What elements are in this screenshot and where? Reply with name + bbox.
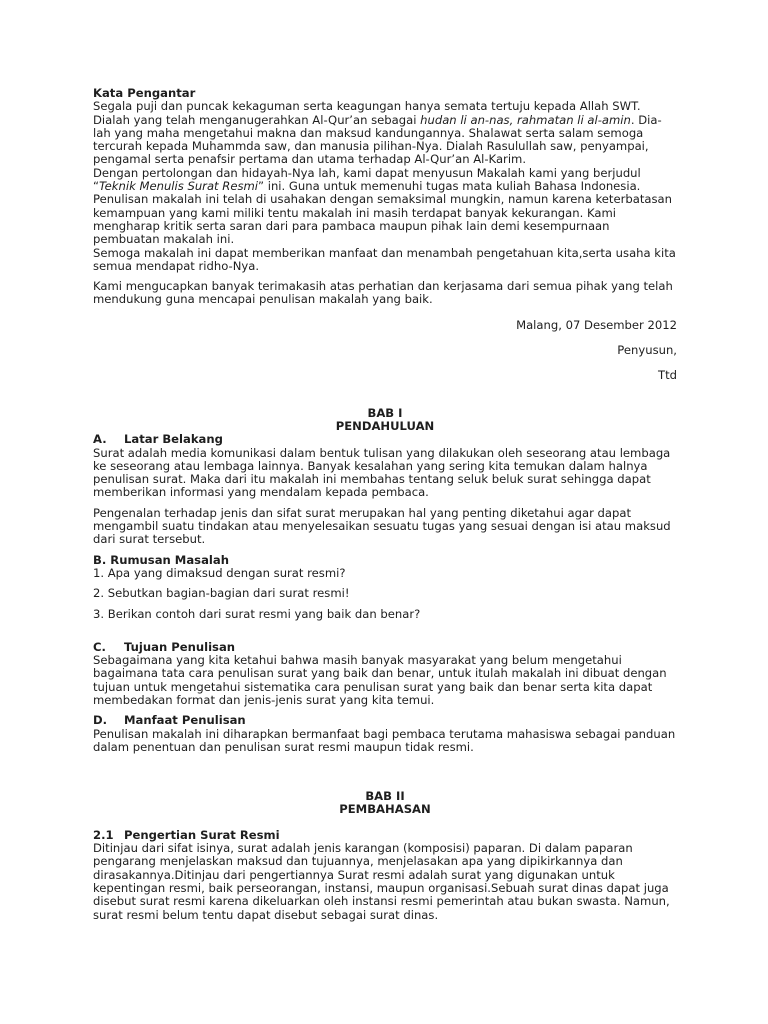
section-a-heading [93, 433, 677, 446]
section-2-1-title: Pengertian Surat Resmi [124, 827, 280, 842]
kata-pengantar-paragraph-1 [93, 100, 677, 166]
signature-ttd: Ttd [658, 368, 677, 383]
section-b-heading: B. Rumusan Masalah [93, 552, 229, 567]
kata-pengantar-paragraph-2 [93, 167, 677, 194]
section-d-heading [93, 714, 677, 727]
kata-pengantar-paragraph-4: Semoga makalah ini dapat memberikan manfaat dan menambah pengetahuan kita,serta usaha kita semua mendapat ridho-Nya. [93, 245, 676, 273]
section-c-label: C. [93, 639, 106, 654]
bab2-subtitle: PEMBAHASAN [339, 802, 431, 817]
section-a-label: A. [93, 432, 107, 447]
text-span: . Dia-lah yang maha mengetahui makna dan maksud kandungannya. Shalawat serta salam semoga tercurah kepada Muhammda saw, dan manusia pilihan-Nya. Dialah Rasulullah saw, penyampai, pengamal serta penafsir pertama dan utama terhadap Al-Qur’an Al-Karim. [93, 112, 662, 167]
section-d-paragraph: Penulisan makalah ini diharapkan bermanfaat bagi pembaca terutama mahasiswa sebagai panduan dalam penentuan dan penulisan surat resmi maupun tidak resmi. [93, 726, 676, 754]
section-c-heading [93, 641, 677, 654]
italic-phrase: hudan li an-nas, rahmatan li al-amin [420, 112, 631, 127]
section-c-title: Tujuan Penulisan [124, 639, 236, 654]
text-span: ” ini. Guna untuk memenuhi tugas mata kuliah Bahasa Indonesia. [258, 179, 641, 194]
kata-pengantar-paragraph-5: Kami mengucapkan banyak terimakasih atas perhatian dan kerjasama dari semua pihak yang telah mendukung guna mencapai penulisan makalah yang baik. [93, 279, 673, 307]
section-d-title: Manfaat Penulisan [124, 713, 246, 728]
list-item: 2. Sebutkan bagian-bagian dari surat resmi! [93, 586, 350, 601]
italic-title: Teknik Menulis Surat Resmi [99, 179, 259, 194]
rumusan-masalah-list [93, 567, 677, 621]
place-date: Malang, 07 Desember 2012 [516, 317, 677, 332]
section-a-paragraph-2: Pengenalan terhadap jenis dan sifat surat merupakan hal yang penting diketahui agar dapat mengambil suatu tindakan atau menyelesaikan sesuatu tugas yang sesuai dengan isi atau maksud dari surat tersebut. [93, 505, 671, 547]
section-2-1-label: 2.1 [93, 827, 114, 842]
kata-pengantar-title: Kata Pengantar [93, 86, 196, 100]
section-c-paragraph: Sebagaimana yang kita ketahui bahwa masih banyak masyarakat yang belum mengetahui bagaimana tata cara penulisan surat yang baik dan benar, untuk itulah makalah ini dibuat dengan tujuan untuk mengetahui sistematika cara penulisan surat yang baik dan benar serta kita dapat membedakan format dan jenis-jenis surat yang kita temui. [93, 653, 667, 707]
list-item: 3. Berikan contoh dari surat resmi yang baik dan benar? [93, 606, 421, 621]
list-item: 1. Apa yang dimaksud dengan surat resmi? [93, 565, 346, 580]
kata-pengantar-paragraph-3: Penulisan makalah ini telah di usahakan dengan semaksimal mungkin, namun karena keterbatasan kemampuan yang kami miliki tentu makalah ini masih terdapat banyak kekurangan. Kami mengharap kritik serta saran dari para pambaca maupun pihak lain demi kesempurnaan pembuatan makalah ini. [93, 192, 672, 247]
section-d-label: D. [93, 713, 108, 728]
bab1-title: BAB I [367, 405, 403, 420]
text-span: Segala puji dan puncak kekaguman serta keagungan hanya semata tertuju kepada Allah SWT. Dialah yang telah menganugerahkan Al-Qur’an sebagai [93, 99, 641, 127]
section-a-title: Latar Belakang [124, 432, 223, 447]
signer: Penyusun, [617, 343, 677, 358]
section-2-1-paragraph: Ditinjau dari sifat isinya, surat adalah jenis karangan (komposisi) paparan. Di dalam paparan pengarang menjelaskan maksud dan tujuannya, menjelasakan apa yang dipikirkannya dan dirasakannya.Ditinjau dari pengertiannya Surat resmi adalah surat yang digunakan untuk kepentingan resmi, baik perseorangan, instansi, maupun organisasi.Sebuah surat dinas dapat juga disebut surat resmi karena dikeluarkan oleh instansi resmi pemerintah atau bukan swasta. Namun, surat resmi belum tentu dapat disebut sebagai surat dinas. [93, 841, 670, 922]
bab2-title: BAB II [365, 789, 405, 804]
text-span: Dengan pertolongan dan hidayah-Nya lah, kami dapat menyusun Makalah kami yang berjudul “ [93, 165, 641, 194]
section-2-1-heading [93, 829, 677, 842]
section-a-paragraph-1: Surat adalah media komunikasi dalam bentuk tulisan yang dilakukan oleh seseorang atau lembaga ke seseorang atau lembaga lainnya. Banyak kesalahan yang sering kita temukan dalam halnya penulisan surat. Maka dari itu makalah ini membahas tentang seluk beluk surat sehingga dapat memberikan informasi yang mendalam kepada pembaca. [93, 445, 671, 500]
document-content [93, 87, 677, 922]
bab1-subtitle: PENDAHULUAN [335, 418, 435, 433]
